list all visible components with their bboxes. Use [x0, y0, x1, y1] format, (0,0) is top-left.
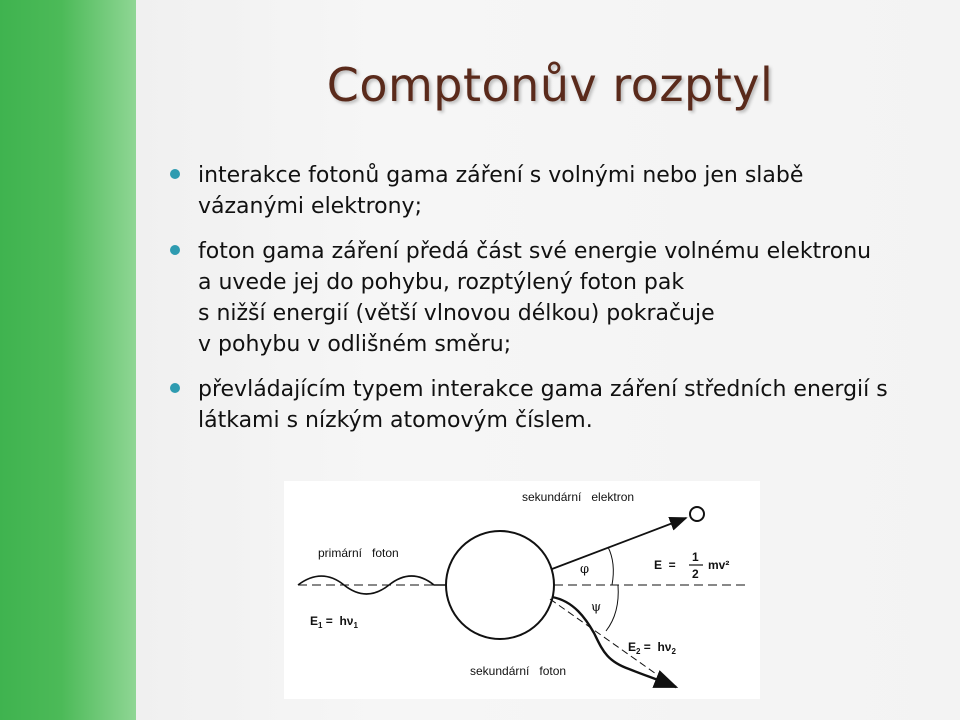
atom-circle	[446, 531, 554, 639]
bullet-item	[170, 160, 940, 222]
primary-photon-label: primární foton	[318, 546, 399, 560]
e2-subscript: 2	[636, 647, 641, 656]
e1-rest: = hν	[322, 614, 354, 628]
bullet-line: s nižší energií (větší vlnovou délkou) pokračuje	[198, 301, 715, 326]
phi-angle-arc	[608, 547, 613, 585]
green-side-bar	[0, 0, 136, 720]
e1-subscript: 1	[318, 621, 323, 630]
bullet-line: foton gama záření předá část své energie volnému elektronu	[198, 239, 872, 264]
psi-label: ψ	[591, 600, 602, 615]
e2-symbol: E	[628, 640, 637, 654]
phi-label: φ	[580, 562, 590, 577]
bullet-line: převládajícím typem interakce gama záření středních energií s	[198, 377, 888, 402]
bullet-line: látkami s nízkým atomovým číslem.	[198, 408, 593, 433]
bullet-list	[170, 160, 940, 450]
bullet-item	[170, 374, 940, 436]
bullet-line: interakce fotonů gama záření s volnými nebo jen slabě	[198, 163, 804, 188]
electron-circle	[690, 507, 704, 521]
bullet-line: a uvede jej do pohybu, rozptýlený foton pak	[198, 270, 685, 295]
kinetic-energy-left: E =	[654, 558, 676, 572]
slide-title: Comptonův rozptyl	[326, 58, 774, 112]
e2-rest: = hν	[640, 640, 672, 654]
bullet-line: vázanými elektrony;	[198, 194, 422, 219]
psi-angle-arc	[606, 585, 618, 631]
e2-subscript-nu: 2	[671, 647, 676, 656]
secondary-electron-label: sekundární elektron	[522, 490, 635, 504]
compton-scattering-diagram	[284, 481, 760, 699]
fraction-denominator: 2	[692, 567, 699, 581]
bullet-dot-icon	[170, 245, 180, 255]
bullet-item	[170, 236, 940, 360]
bullet-dot-icon	[170, 169, 180, 179]
bullet-dot-icon	[170, 383, 180, 393]
secondary-photon-label: sekundární foton	[470, 664, 567, 678]
fraction-numerator: 1	[692, 550, 699, 564]
bullet-line: v pohybu v odlišném směru;	[198, 332, 512, 357]
e1-formula	[310, 614, 358, 630]
diagram-svg	[284, 481, 760, 699]
kinetic-energy-right: mv²	[708, 558, 730, 572]
e1-symbol: E	[310, 614, 319, 628]
e1-subscript-nu: 1	[353, 621, 358, 630]
e2-formula	[628, 640, 676, 656]
